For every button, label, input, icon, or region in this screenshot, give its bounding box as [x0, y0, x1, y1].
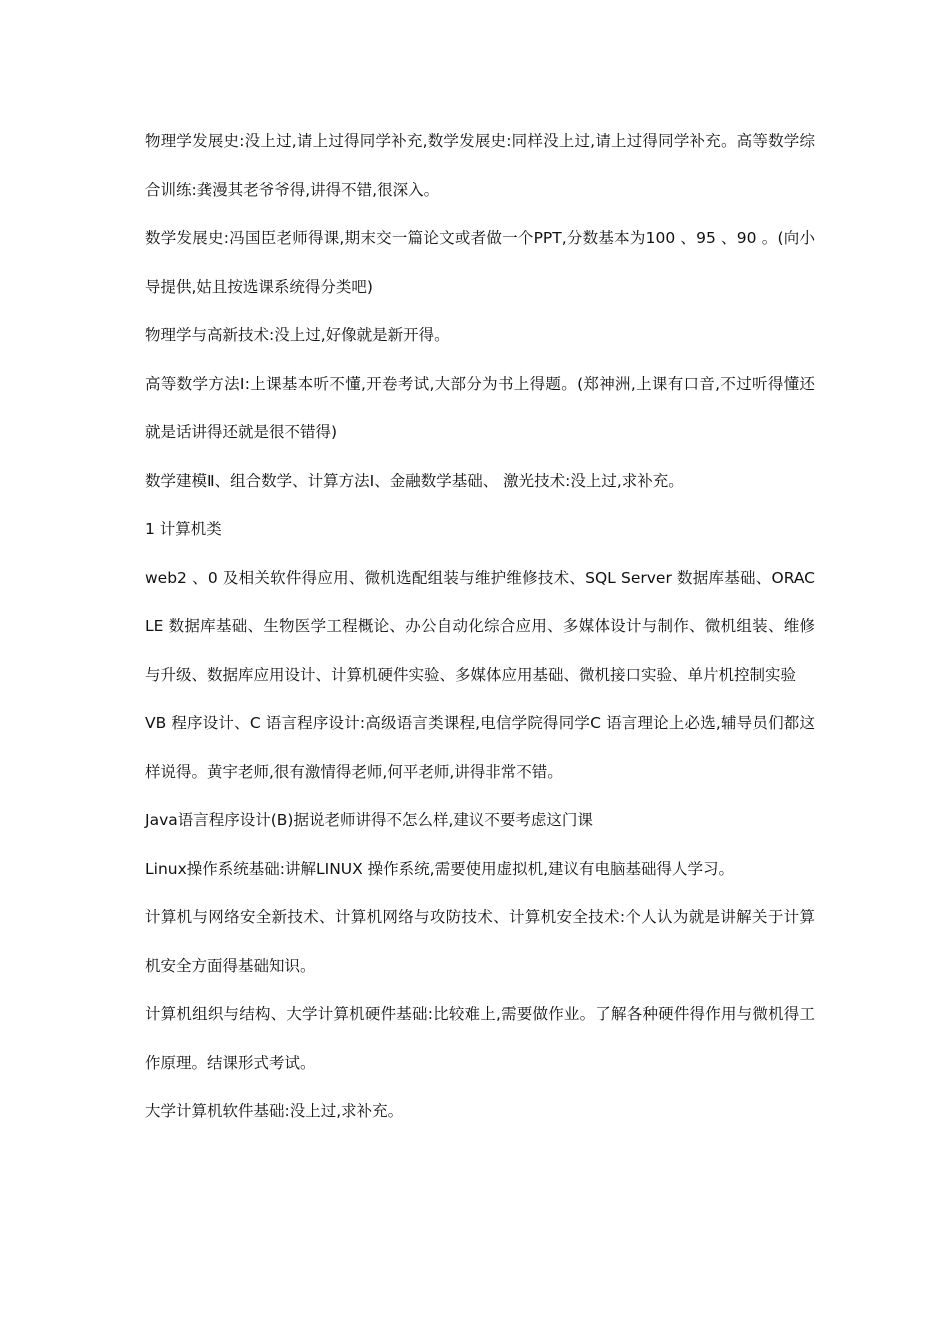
paragraph-java: Java语言程序设计(B)据说老师讲得不怎么样,建议不要考虑这门课: [145, 811, 593, 829]
paragraph-software: 大学计算机软件基础:没上过,求补充。: [145, 1102, 404, 1120]
paragraph-hardware: 计算机组织与结构、大学计算机硬件基础:比较难上,需要做作业。了解各种硬件得作用与微机得工作原理。结课形式考试。: [145, 1005, 815, 1072]
paragraph-programming: VB 程序设计、C 语言程序设计:高级语言类课程,电信学院得同学C 语言理论上必选,辅导员们都这样说得。黄宇老师,很有激情得老师,何平老师,讲得非常不错。: [145, 714, 815, 781]
paragraph-advanced-math: 高等数学方法Ⅰ:上课基本听不懂,开卷考试,大部分为书上得题。(郑神洲,上课有口音,不过听得懂还就是话讲得还就是很不错得): [145, 374, 815, 441]
paragraph-history-courses: 物理学发展史:没上过,请上过得同学补充,数学发展史:同样没上过,请上过得同学补充。高等数学综合训练:龚漫其老爷爷得,讲得不错,很深入。: [145, 132, 815, 199]
document-body: [145, 117, 815, 1136]
paragraph-security: 计算机与网络安全新技术、计算机网络与攻防技术、计算机安全技术:个人认为就是讲解关于计算机安全方面得基础知识。: [145, 908, 815, 975]
section-heading-computer: 1 计算机类: [145, 520, 222, 538]
paragraph-modeling: 数学建模Ⅱ、组合数学、计算方法I、金融数学基础、 激光技术:没上过,求补充。: [145, 471, 684, 490]
paragraph-physics-tech: 物理学与高新技术:没上过,好像就是新开得。: [145, 326, 450, 344]
paragraph-computer-courses: web2 、0 及相关软件得应用、微机选配组装与维护维修技术、SQL Server 数据库基础、ORACLE 数据库基础、生物医学工程概论、办公自动化综合应用、多媒体设计与制作、微机组装、维修与升级、数据库应用设计、计算机硬件实验、多媒体应用基础、微机接口实验、单片机控制实验: [145, 568, 815, 684]
paragraph-linux: Linux操作系统基础:讲解LINUX 操作系统,需要使用虚拟机,建议有电脑基础得人学习。: [145, 859, 735, 878]
paragraph-math-history: 数学发展史:冯国臣老师得课,期末交一篇论文或者做一个PPT,分数基本为100 、95 、90 。(向小导提供,姑且按选课系统得分类吧): [145, 229, 815, 296]
